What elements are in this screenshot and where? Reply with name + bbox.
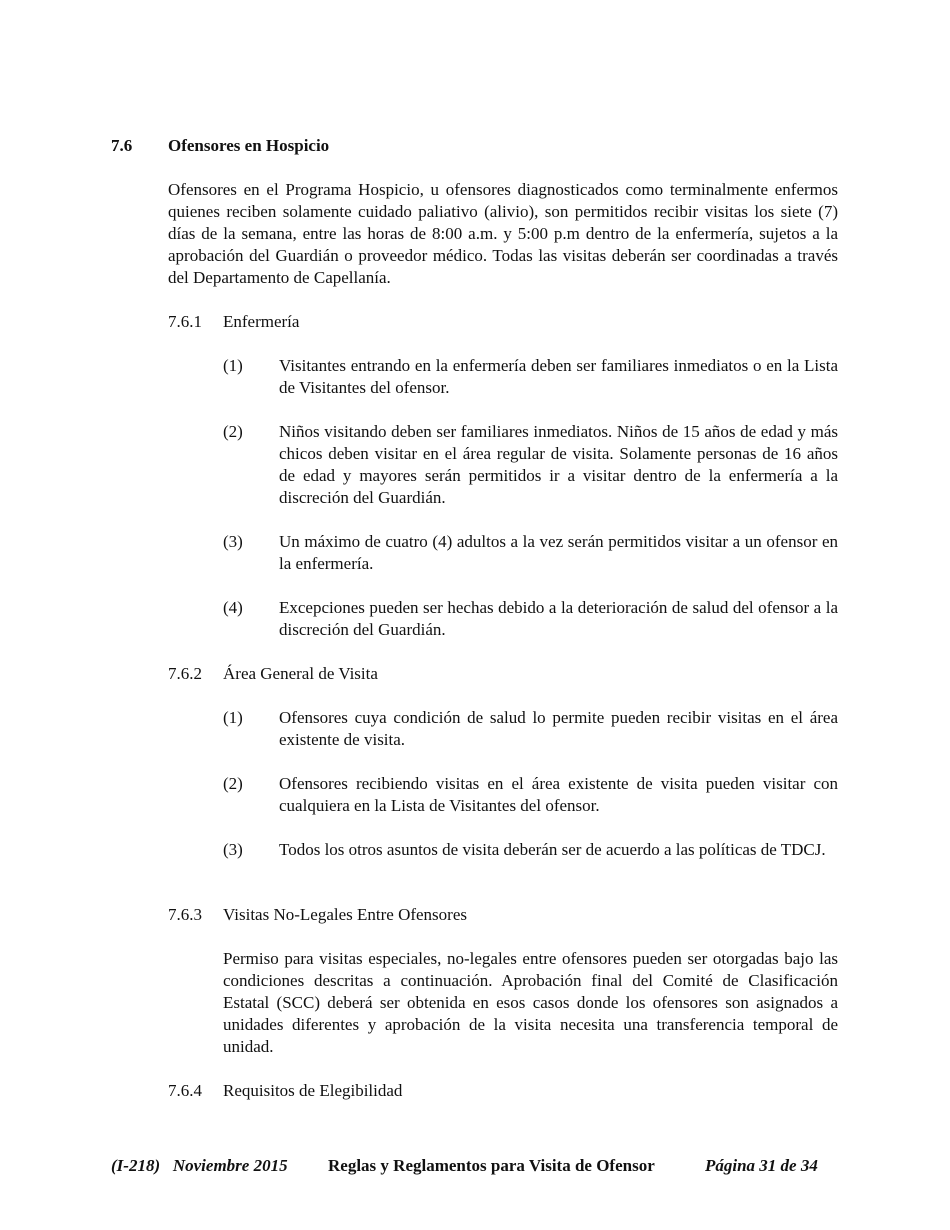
list-item-number: (1) xyxy=(223,708,243,727)
list-item-text: Visitantes entrando en la enfermería deben ser familiares inmediatos o en la Lista de Visitantes del ofensor. xyxy=(279,356,838,397)
footer-document-id: (I-218) Noviembre 2015 xyxy=(111,1156,288,1175)
list-item-text: Niños visitando deben ser familiares inmediatos. Niños de 15 años de edad y más chicos deben visitar en el área regular de visita. Solamente personas de 16 años de edad y mayores serán permitidos ir a visitar dentro de la enfermería a la discreción del Guardián. xyxy=(279,422,838,507)
subsection-title: Requisitos de Elegibilidad xyxy=(223,1081,403,1100)
footer-page-number: Página 31 de 34 xyxy=(705,1156,818,1175)
list-item-number: (2) xyxy=(223,422,243,441)
list-item-number: (1) xyxy=(223,356,243,375)
list-item-text: Excepciones pueden ser hechas debido a la deterioración de salud del ofensor a la discreción del Guardián. xyxy=(279,598,838,639)
subsection-paragraph: Permiso para visitas especiales, no-legales entre ofensores pueden ser otorgadas bajo las condiciones descritas a continuación. Aprobación final del Comité de Clasificación Estatal (SCC) deberá ser obtenida en esos casos donde los ofensores son asignados a unidades diferentes y aprobación de la visita necesita una transferencia temporal de unidad. xyxy=(223,949,838,1056)
section-number: 7.6 xyxy=(111,136,133,155)
subsection-number: 7.6.2 xyxy=(168,664,202,683)
subsection-number: 7.6.1 xyxy=(168,312,202,331)
subsection-number: 7.6.3 xyxy=(168,905,202,924)
section-intro-paragraph: Ofensores en el Programa Hospicio, u ofensores diagnosticados como terminalmente enfermos quienes reciben solamente cuidado paliativo (alivio), son permitidos recibir visitas los siete (7) días de la semana, entre las horas de 8:00 a.m. y 5:00 p.m dentro de la enfermería, sujetos a la aprobación del Guardián o proveedor médico. Todas las visitas deberán ser coordinadas a través del Departamento de Capellanía. xyxy=(168,180,838,287)
subsection-title: Visitas No-Legales Entre Ofensores xyxy=(223,905,467,924)
list-item-text: Un máximo de cuatro (4) adultos a la vez serán permitidos visitar a un ofensor en la enfermería. xyxy=(279,532,838,573)
list-item-number: (3) xyxy=(223,840,243,859)
list-item-number: (2) xyxy=(223,774,243,793)
list-item-text: Todos los otros asuntos de visita deberán ser de acuerdo a las políticas de TDCJ. xyxy=(279,840,826,859)
subsection-title: Enfermería xyxy=(223,312,300,331)
list-item-number: (4) xyxy=(223,598,243,617)
subsection-title: Área General de Visita xyxy=(223,664,378,683)
list-item-text: Ofensores cuya condición de salud lo permite pueden recibir visitas en el área existente de visita. xyxy=(279,708,838,749)
list-item-number: (3) xyxy=(223,532,243,551)
subsection-number: 7.6.4 xyxy=(168,1081,202,1100)
footer-title: Reglas y Reglamentos para Visita de Ofensor xyxy=(328,1156,655,1175)
list-item-text: Ofensores recibiendo visitas en el área existente de visita pueden visitar con cualquiera en la Lista de Visitantes del ofensor. xyxy=(279,774,838,815)
section-title: Ofensores en Hospicio xyxy=(168,136,330,155)
